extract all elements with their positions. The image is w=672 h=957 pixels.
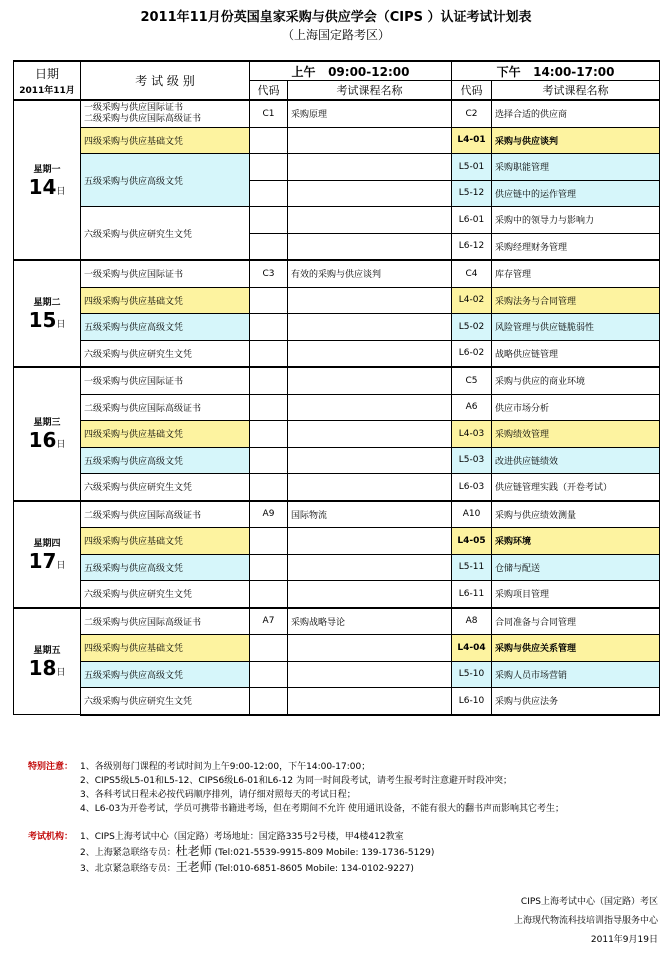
am-code-cell: [250, 314, 288, 341]
pm-code-cell: C4: [452, 260, 492, 287]
level-cell: 五级采购与供应高级文凭: [81, 447, 250, 474]
footer: [514, 893, 658, 950]
level-cell: 二级采购与供应国际高级证书: [81, 394, 250, 421]
am-code-cell: [250, 340, 288, 367]
weekday-label: 星期三: [33, 418, 61, 429]
org-address: 1、CIPS上海考试中心（国定路）考场地址：国定路335号2号楼，甲4楼412教室: [80, 832, 404, 842]
table-row: [14, 528, 660, 555]
pm-code-cell: L4-03: [452, 421, 492, 448]
am-code-cell: [250, 635, 288, 662]
contact-phone-shanghai: (Tel:021-5539-9915-809 Mobile: 139-1736-5129): [211, 848, 435, 858]
pm-code-cell: C5: [452, 367, 492, 394]
am-course-cell: [288, 207, 452, 234]
day-number: 15: [28, 308, 57, 332]
exam-schedule-table: [13, 60, 660, 716]
pm-course-cell: 采购与供应法务: [492, 688, 660, 715]
level-cell: 四级采购与供应基础文凭: [81, 421, 250, 448]
am-course-cell: [288, 635, 452, 662]
am-code-cell: A9: [250, 501, 288, 528]
contact-name-shanghai: 杜老师: [175, 844, 212, 858]
table-row: [14, 501, 660, 528]
am-course-cell: [288, 367, 452, 394]
table-row: [14, 421, 660, 448]
footer-center: 上海现代物流科技培训指导服务中心: [513, 916, 658, 926]
pm-code-cell: A10: [452, 501, 492, 528]
table-row: [14, 581, 660, 608]
level-cell: 五级采购与供应高级文凭: [81, 314, 250, 341]
date-cell: [14, 608, 81, 715]
pm-course-cell: 供应链管理实践（开卷考试）: [492, 474, 660, 501]
date-header: 日期 2011年11月: [14, 61, 81, 100]
pm-course-cell: 采购绩效管理: [492, 421, 660, 448]
am-course-cell: [288, 287, 452, 314]
pm-course-cell: 采购与供应谈判: [492, 127, 660, 154]
am-code-cell: A7: [250, 608, 288, 635]
pm-code-cell: L5-03: [452, 447, 492, 474]
am-code-cell: [250, 474, 288, 501]
level-cell: 六级采购与供应研究生文凭: [81, 474, 250, 501]
table-row: [14, 688, 660, 715]
am-course-cell: [288, 233, 452, 260]
table-row: [14, 608, 660, 635]
pm-course-cell: 合同准备与合同管理: [492, 608, 660, 635]
pm-code-cell: L6-03: [452, 474, 492, 501]
pm-course-cell: 采购项目管理: [492, 581, 660, 608]
am-course-cell: [288, 180, 452, 207]
pm-course-cell: 采购与供应绩效测量: [492, 501, 660, 528]
am-code-cell: [250, 154, 288, 181]
pm-header: 下午 14:00-17:00: [452, 61, 660, 81]
level-cell: 四级采购与供应基础文凭: [81, 635, 250, 662]
pm-course-cell: 采购与供应关系管理: [492, 635, 660, 662]
page-title: 2011年11月份英国皇家采购与供应学会（CIPS ）认证考试计划表: [140, 10, 532, 25]
am-code-cell: [250, 447, 288, 474]
am-code-cell: C1: [250, 100, 288, 127]
pm-code-cell: C2: [452, 100, 492, 127]
am-header: 上午 09:00-12:00: [250, 61, 452, 81]
note-item: 3、各科考试日程未必按代码顺序排列，请仔细对照每天的考试日程；: [80, 790, 356, 800]
am-course-cell: [288, 688, 452, 715]
org-label: 考试机构：: [28, 832, 74, 842]
pm-code-cell: L6-11: [452, 581, 492, 608]
am-code-cell: [250, 581, 288, 608]
pm-code-cell: L4-01: [452, 127, 492, 154]
table-row: [14, 367, 660, 394]
day-unit: 日: [56, 667, 66, 678]
weekday-label: 星期四: [33, 538, 61, 549]
pm-course-cell: 采购人员市场营销: [492, 661, 660, 688]
am-course-cell: [288, 528, 452, 555]
day-unit: 日: [56, 440, 66, 451]
am-code-cell: [250, 688, 288, 715]
footer-date: 2011年9月19日: [590, 935, 658, 945]
level-cell: 一级采购与供应国际证书: [81, 260, 250, 287]
pm-code-cell: L5-10: [452, 661, 492, 688]
am-course-cell: [288, 340, 452, 367]
day-number: 14: [28, 174, 57, 199]
pm-course-cell: 战略供应链管理: [492, 340, 660, 367]
am-code-cell: [250, 554, 288, 581]
date-cell: [14, 367, 81, 501]
am-code-cell: [250, 421, 288, 448]
pm-code-cell: L6-02: [452, 340, 492, 367]
table-row: [14, 394, 660, 421]
am-course-cell: 采购原理: [288, 100, 452, 127]
pm-code-header: 代码: [452, 81, 492, 101]
table-row: [14, 287, 660, 314]
pm-course-cell: 采购法务与合同管理: [492, 287, 660, 314]
day-unit: 日: [56, 186, 66, 197]
pm-course-cell: 供应市场分析: [492, 394, 660, 421]
am-course-cell: [288, 127, 452, 154]
am-course-cell: [288, 154, 452, 181]
pm-code-cell: L5-11: [452, 554, 492, 581]
table-row: [14, 661, 660, 688]
am-course-header: 考试课程名称: [288, 81, 452, 101]
am-course-cell: 有效的采购与供应谈判: [288, 260, 452, 287]
am-code-cell: [250, 528, 288, 555]
level-cell: 四级采购与供应基础文凭: [81, 287, 250, 314]
pm-course-cell: 风险管理与供应链脆弱性: [492, 314, 660, 341]
weekday-label: 星期五: [33, 645, 61, 656]
note-item: 2、CIPS5级L5-01和L5-12、CIPS6级L6-01和L6-12 为同一时间段考试，请考生报考时注意避开时段冲突；: [80, 776, 512, 786]
am-code-cell: [250, 207, 288, 234]
contact-phone-beijing: (Tel:010-6851-8605 Mobile: 134-0102-9227): [211, 864, 414, 874]
note-item: 1、各级别每门课程的考试时间为上午9:00-12:00，下午14:00-17:00；: [80, 762, 371, 772]
am-code-cell: [250, 394, 288, 421]
table-row: [14, 207, 660, 234]
table-row: [14, 474, 660, 501]
weekday-label: 星期一: [33, 164, 61, 175]
pm-course-cell: 库存管理: [492, 260, 660, 287]
pm-code-cell: A6: [452, 394, 492, 421]
level-cell: 一级采购与供应国际证书 二级采购与供应国际高级证书: [81, 100, 250, 127]
note-item: 4、L6-03为开卷考试，学员可携带书籍进考场，但在考期间不允许 使用通讯设备，不能有很大的翻书声而影响其它考生；: [80, 804, 565, 814]
am-course-cell: [288, 581, 452, 608]
am-course-cell: [288, 661, 452, 688]
date-cell: [14, 501, 81, 608]
pm-code-cell: L6-01: [452, 207, 492, 234]
notes-section: 特别注意： 1、各级别每门课程的考试时间为上午9:00-12:00，下午14:00-17:00； 2、CIPS5级L5-01和L5-12、CIPS6级L6-01和L6-12 为同一时间段考试，请考生报考时注意避开时段冲突； 3、各科考试日程未必按代码顺序排列，请仔细对照每天的考试日程； 4、L6-03为开卷考试，学员可携带书籍进考场，但在考期间不允许 使用通讯设备，不能有很大的翻书声而影响其它考生； 考试机构： 1、CIPS上海考试中心（国定路）考场地址：国定路335号2号楼，甲4楼412教室 2、上海紧急联络专员：杜老师 (Tel:021-5539-9915-809 Mobile: 139-1736-5129) 3、北京紧急联络专员：王老师 (Tel:010-6851-8605 Mobile: 134-0102-9227): [28, 762, 565, 874]
level-cell: 五级采购与供应高级文凭: [81, 661, 250, 688]
pm-code-cell: L5-01: [452, 154, 492, 181]
am-course-cell: 国际物流: [288, 501, 452, 528]
pm-course-cell: 仓储与配送: [492, 554, 660, 581]
pm-code-cell: L4-02: [452, 287, 492, 314]
level-cell: 五级采购与供应高级文凭: [81, 554, 250, 581]
am-course-cell: [288, 314, 452, 341]
pm-course-cell: 采购环境: [492, 528, 660, 555]
notes-label: 特别注意：: [28, 762, 74, 772]
level-cell: 六级采购与供应研究生文凭: [81, 688, 250, 715]
level-cell: 六级采购与供应研究生文凭: [81, 581, 250, 608]
pm-code-cell: L5-02: [452, 314, 492, 341]
am-course-cell: [288, 447, 452, 474]
level-cell: 五级采购与供应高级文凭: [81, 154, 250, 207]
table-row: [14, 314, 660, 341]
level-cell: 四级采购与供应基础文凭: [81, 127, 250, 154]
weekday-label: 星期二: [33, 298, 61, 308]
level-header: 考 试 级 别: [81, 61, 250, 100]
day-unit: 日: [56, 560, 66, 571]
pm-course-header: 考试课程名称: [492, 81, 660, 101]
am-course-cell: 采购战略导论: [288, 608, 452, 635]
pm-course-cell: 改进供应链绩效: [492, 447, 660, 474]
table-row: [14, 635, 660, 662]
day-number: 17: [28, 548, 57, 573]
am-course-cell: [288, 421, 452, 448]
am-code-cell: [250, 233, 288, 260]
pm-code-cell: L5-12: [452, 180, 492, 207]
table-row: [14, 260, 660, 287]
table-row: [14, 340, 660, 367]
table-row: [14, 447, 660, 474]
footer-org: CIPS上海考试中心（国定路）考区: [520, 897, 658, 907]
pm-course-cell: 选择合适的供应商: [492, 100, 660, 127]
am-code-cell: C3: [250, 260, 288, 287]
am-code-cell: [250, 661, 288, 688]
table-row: [14, 154, 660, 181]
am-code-header: 代码: [250, 81, 288, 101]
table-row: [14, 100, 660, 127]
pm-code-cell: A8: [452, 608, 492, 635]
level-cell: 二级采购与供应国际高级证书: [81, 501, 250, 528]
day-number: 18: [28, 655, 57, 680]
am-code-cell: [250, 367, 288, 394]
pm-course-cell: 采购中的领导力与影响力: [492, 207, 660, 234]
day-unit: 日: [56, 320, 66, 330]
contact-name-beijing: 王老师: [175, 860, 212, 874]
date-cell: [14, 260, 81, 367]
level-cell: 六级采购与供应研究生文凭: [81, 207, 250, 261]
pm-course-cell: 采购经理财务管理: [492, 233, 660, 260]
pm-code-cell: L6-12: [452, 233, 492, 260]
day-number: 16: [28, 428, 57, 453]
pm-course-cell: 采购与供应的商业环境: [492, 367, 660, 394]
am-course-cell: [288, 554, 452, 581]
level-cell: 四级采购与供应基础文凭: [81, 528, 250, 555]
page-subtitle: （上海国定路考区）: [281, 28, 390, 42]
pm-course-cell: 采购职能管理: [492, 154, 660, 181]
am-code-cell: [250, 180, 288, 207]
am-course-cell: [288, 474, 452, 501]
date-cell: [14, 100, 81, 260]
am-code-cell: [250, 287, 288, 314]
table-row: [14, 127, 660, 154]
level-cell: 六级采购与供应研究生文凭: [81, 340, 250, 367]
pm-code-cell: L4-05: [452, 528, 492, 555]
pm-code-cell: L4-04: [452, 635, 492, 662]
am-course-cell: [288, 394, 452, 421]
pm-course-cell: 供应链中的运作管理: [492, 180, 660, 207]
level-cell: 二级采购与供应国际高级证书: [81, 608, 250, 635]
pm-code-cell: L6-10: [452, 688, 492, 715]
level-cell: 一级采购与供应国际证书: [81, 367, 250, 394]
am-code-cell: [250, 127, 288, 154]
table-row: [14, 554, 660, 581]
